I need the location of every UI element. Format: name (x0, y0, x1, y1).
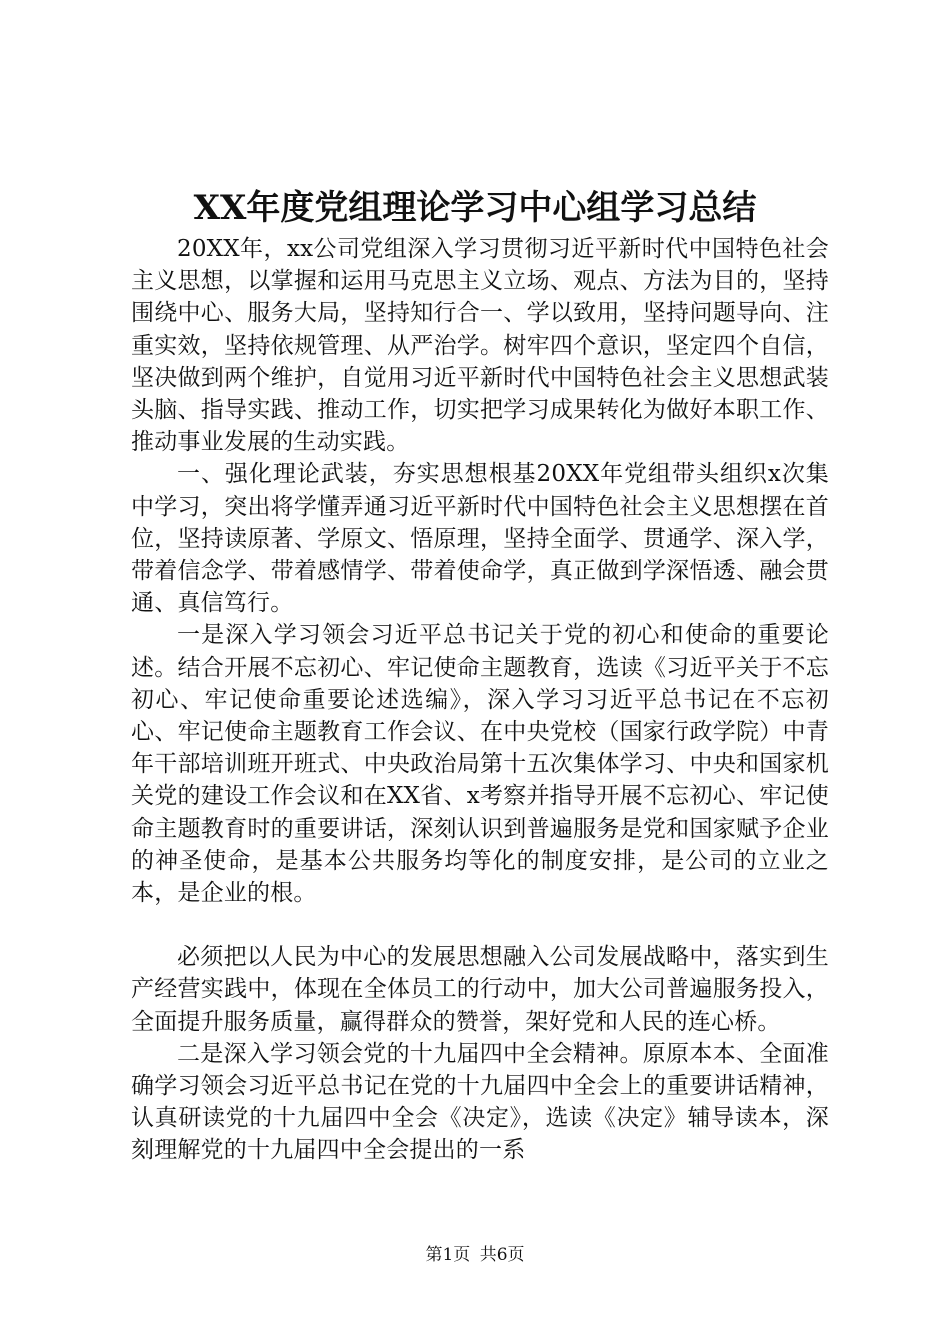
paragraph-point-one: 一是深入学习领会习近平总书记关于党的初心和使命的重要论述。结合开展不忘初心、牢记使命主题教育，选读《习近平关于不忘初心、牢记使命重要论述选编》，深入学习习近平总书记在不忘初心、牢记使命主题教育工作会议、在中央党校（国家行政学院）中青年干部培训班开班式、中央政治局第十五次集体学习、中央和国家机关党的建设工作会议和在XX省、x考察并指导开展不忘初心、牢记使命主题教育时的重要讲话，深刻认识到普遍服务是党和国家赋予企业的神圣使命，是基本公共服务均等化的制度安排，是公司的立业之本，是企业的根。 (131, 622, 829, 907)
document-body (131, 233, 829, 1167)
paragraph-intro: 20XX年，xx公司党组深入学习贯彻习近平新时代中国特色社会主义思想，以掌握和运用马克思主义立场、观点、方法为目的，坚持围绕中心、服务大局，坚持知行合一、学以致用，坚持问题导向、注重实效，坚持依规管理、从严治学。树牢四个意识，坚定四个自信，坚决做到两个维护，自觉用习近平新时代中国特色社会主义思想武装头脑、指导实践、推动工作，切实把学习成果转化为做好本职工作、推动事业发展的生动实践。 (131, 236, 829, 456)
paragraph-people-centered: 必须把以人民为中心的发展思想融入公司发展战略中，落实到生产经营实践中，体现在全体员工的行动中，加大公司普遍服务投入，全面提升服务质量，赢得群众的赞誉，架好党和人民的连心桥。 (131, 944, 829, 1035)
document-title: XX年度党组理论学习中心组学习总结 (193, 188, 757, 228)
paragraph-section-one: 一、强化理论武装，夯实思想根基20XX年党组带头组织x次集中学习，突出将学懂弄通习近平新时代中国特色社会主义思想摆在首位，坚持读原著、学原文、悟原理，坚持全面学、贯通学、深入学，带着信念学、带着感情学、带着使命学，真正做到学深悟透、融会贯通、真信笃行。 (131, 461, 829, 617)
page-footer (0, 1243, 950, 1267)
page-number: 第1页 (425, 1245, 471, 1265)
paragraph-point-two: 二是深入学习领会党的十九届四中全会精神。原原本本、全面准确学习领会习近平总书记在党的十九届四中全会上的重要讲话精神，认真研读党的十九届四中全会《决定》，选读《决定》辅导读本，深刻理解党的十九届四中全会提出的一系 (131, 1040, 829, 1164)
page-total: 共6页 (479, 1245, 525, 1265)
